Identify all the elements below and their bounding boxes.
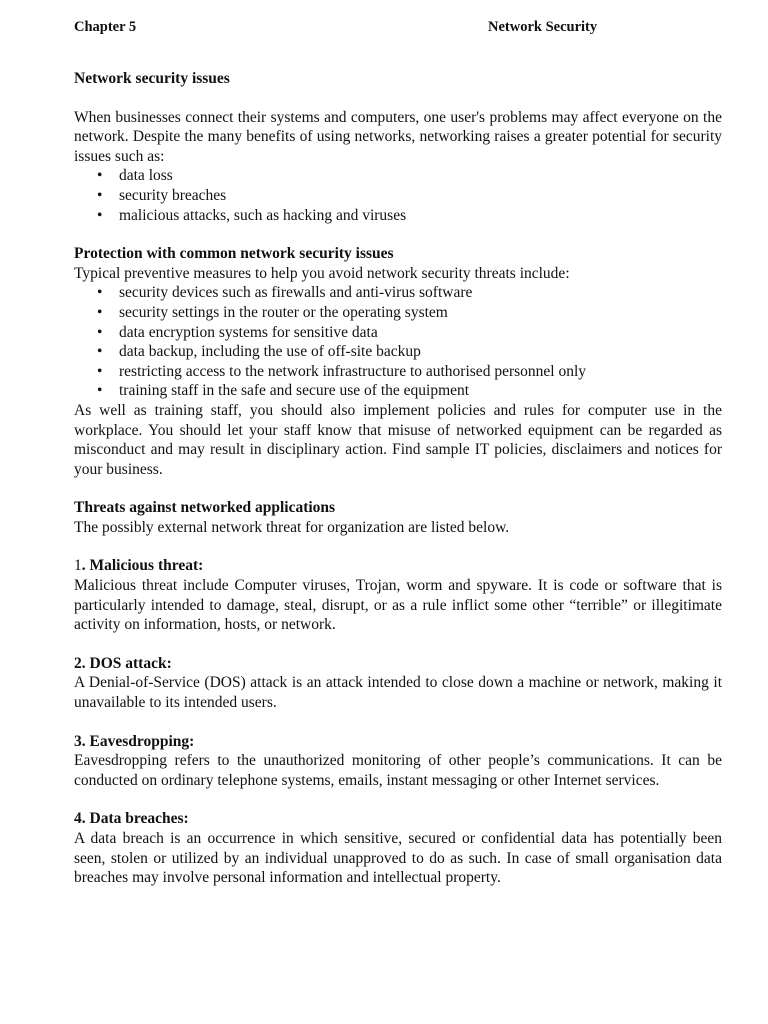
paragraph-measures-intro: Typical preventive measures to help you avoid network security threats include: [74,264,570,282]
list-item: • malicious attacks, such as hacking and viruses [119,206,722,226]
list-item: • security devices such as firewalls and anti-virus software [119,283,722,303]
subject-header: Network Security [488,19,598,35]
threat-title-data-breaches: 4. Data breaches: [74,810,189,828]
issues-list [74,166,722,225]
list-item: • data backup, including the use of off-site backup [119,342,722,362]
paragraph-threats-intro: The possibly external network threat for organization are listed below. [74,518,510,536]
threat-number: 1 [74,557,82,575]
paragraph-intro: When businesses connect their systems and computers, one user's problems may affect everyone on the network. Despite the many benefits of using networks, networking raises a greater potential for security issues such as: [74,108,722,165]
threat-text-malicious: Malicious threat include Computer viruses, Trojan, worm and spyware. It is code or software that is particularly intended to damage, steal, disrupt, or as a rule inflict some other “terrible” or illegitimate activity on information, hosts, or network. [74,577,722,634]
chapter-header: Chapter 5 [74,19,137,35]
threat-title-dos: 2. DOS attack: [74,654,172,672]
section-title-protection: Protection with common network security issues [74,245,394,263]
section-title-network-security-issues: Network security issues [74,70,230,87]
threat-title-eavesdropping: 3. Eavesdropping: [74,732,195,750]
section-title-threats: Threats against networked applications [74,499,336,517]
list-item: • data loss [119,166,722,186]
threat-text-eavesdropping: Eavesdropping refers to the unauthorized monitoring of other people’s communications. It can be conducted on ordinary telephone systems, emails, instant messaging or other Internet services. [74,752,722,789]
threat-title-text: . Malicious threat: [81,557,204,575]
threat-text-data-breaches: A data breach is an occurrence in which sensitive, secured or confidential data has potentially been seen, stolen or utilized by an individual unapproved to do as such. In case of small organisation data breaches may involve personal information and intellectual property. [74,830,722,887]
list-item: • security breaches [119,186,722,206]
threat-text-dos: A Denial-of-Service (DOS) attack is an attack intended to close down a machine or network, making it unavailable to its intended users. [74,674,722,712]
threat-title-malicious [74,556,722,576]
list-item: • restricting access to the network infrastructure to authorised personnel only [119,362,722,382]
list-item: • security settings in the router or the operating system [119,303,722,323]
measures-list [74,283,722,401]
list-item: • training staff in the safe and secure use of the equipment [119,381,722,401]
list-item: • data encryption systems for sensitive data [119,323,722,343]
paragraph-policies: As well as training staff, you should also implement policies and rules for computer use in the workplace. You should let your staff know that misuse of networked equipment can be regarded as misconduct and may result in disciplinary action. Find sample IT policies, disclaimers and notices for your business. [74,401,722,478]
document-body [74,69,722,888]
